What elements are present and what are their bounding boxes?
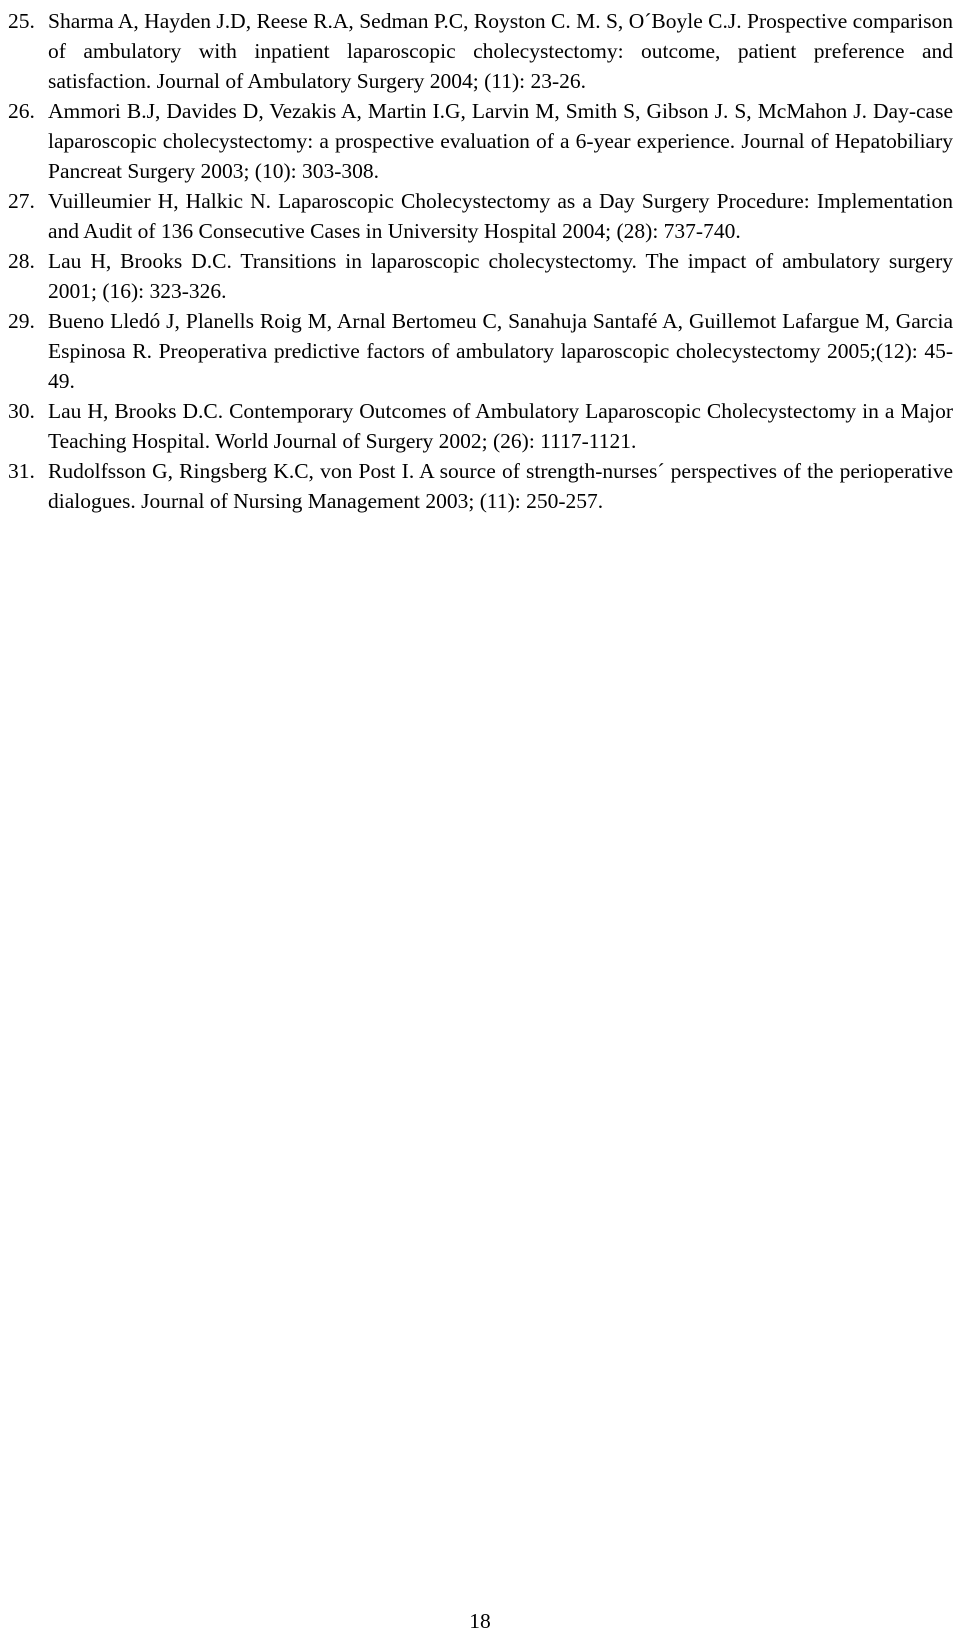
reference-number: 26. [8,99,35,123]
reference-item [8,456,953,516]
reference-text: Vuilleumier H, Halkic N. Laparoscopic Cholecystectomy as a Day Surgery Procedure: Implementation and Audit of 136 Consecutive Cases in University Hospital 2004; (28): 737-740. [48,189,953,243]
reference-item [8,186,953,246]
reference-number: 25. [8,9,35,33]
reference-item [8,96,953,186]
reference-text: Lau H, Brooks D.C. Transitions in laparoscopic cholecystectomy. The impact of ambulatory surgery 2001; (16): 323-326. [48,249,953,303]
reference-text: Ammori B.J, Davides D, Vezakis A, Martin I.G, Larvin M, Smith S, Gibson J. S, McMahon J. Day-case laparoscopic cholecystectomy: a prospective evaluation of a 6-year experience. Journal of Hepatobiliary Pancreat Surgery 2003; (10): 303-308. [48,99,953,183]
reference-number: 28. [8,249,35,273]
page-number: 18 [469,1609,491,1633]
reference-number: 31. [8,459,35,483]
reference-number: 27. [8,189,35,213]
reference-item [8,306,953,396]
reference-text: Bueno Lledó J, Planells Roig M, Arnal Bertomeu C, Sanahuja Santafé A, Guillemot Lafargue M, Garcia Espinosa R. Preoperativa predictive factors of ambulatory laparoscopic cholecystectomy 2005;(12): 45-49. [48,309,953,393]
reference-number: 29. [8,309,35,333]
reference-text: Rudolfsson G, Ringsberg K.C, von Post I. A source of strength-nurses´ perspectives of the perioperative dialogues. Journal of Nursing Management 2003; (11): 250-257. [48,459,953,513]
reference-number: 30. [8,399,35,423]
reference-list [8,6,953,516]
reference-text: Lau H, Brooks D.C. Contemporary Outcomes of Ambulatory Laparoscopic Cholecystectomy in a Major Teaching Hospital. World Journal of Surgery 2002; (26): 1117-1121. [48,399,953,453]
reference-item [8,6,953,96]
reference-item [8,396,953,456]
reference-text: Sharma A, Hayden J.D, Reese R.A, Sedman P.C, Royston C. M. S, O´Boyle C.J. Prospective comparison of ambulatory with inpatient laparoscopic cholecystectomy: outcome, patient preference and satisfaction. Journal of Ambulatory Surgery 2004; (11): 23-26. [48,9,953,93]
reference-item [8,246,953,306]
